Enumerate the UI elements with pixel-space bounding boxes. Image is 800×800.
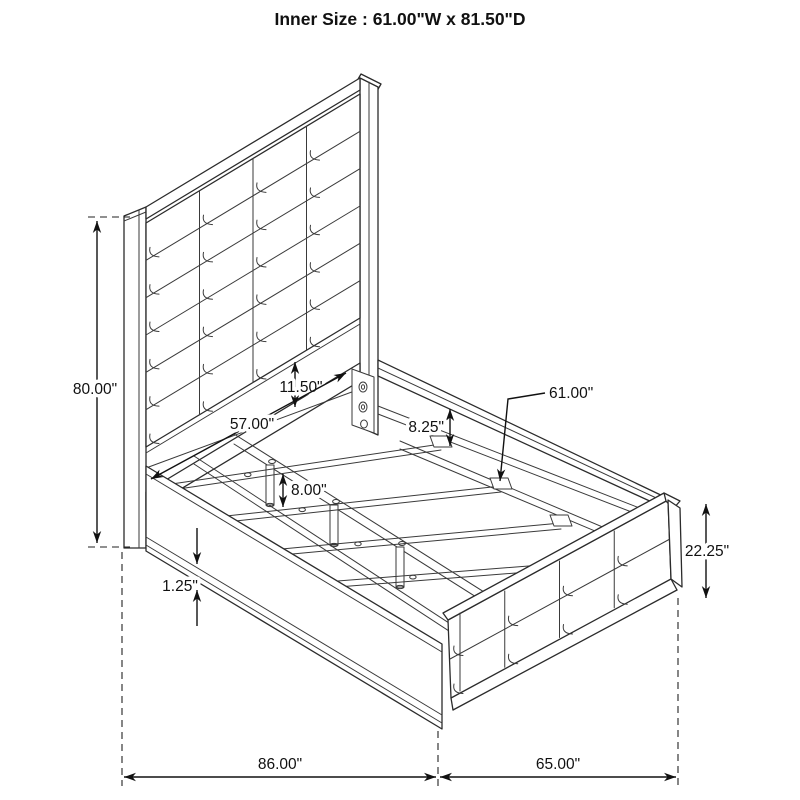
page-title: Inner Size : 61.00"W x 81.50"D [274,9,526,29]
dim-overall-width: 65.00" [535,756,581,773]
headboard-mounting-bracket [352,369,374,433]
dim-overall-length: 86.00" [257,756,303,773]
headboard-left-post [124,207,146,548]
dim-inner-panel-width: 57.00" [229,416,275,433]
dim-headboard-height: 80.00" [72,381,118,398]
dim-panel-gap: 11.50" [279,379,323,396]
dim-rail-lip: 1.25" [162,578,198,595]
dim-leg-height: 8.00" [291,482,327,499]
dim-slat-length: 61.00" [549,385,594,402]
dim-footboard-height: 22.25" [684,543,730,560]
dim-rail-slat-gap: 8.25" [408,419,444,436]
